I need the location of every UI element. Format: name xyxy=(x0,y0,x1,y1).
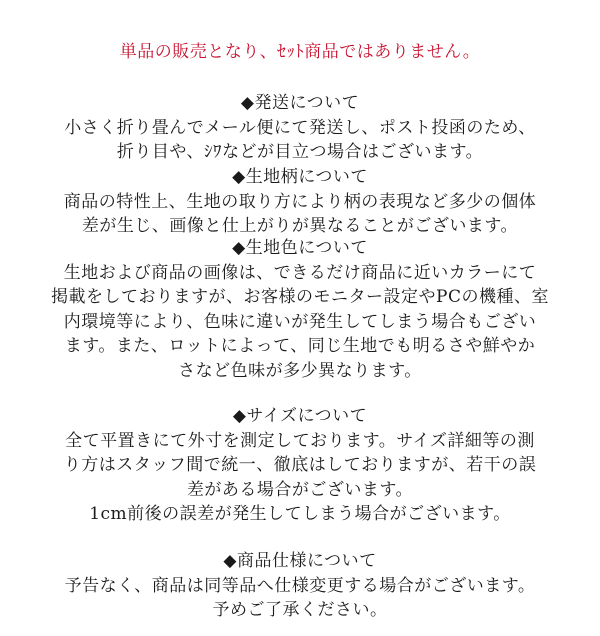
fabric-pattern-text-line: 差が生じ、画像と仕上がりが異なることがございます。 xyxy=(81,216,519,236)
fabric-color-text-line: 内環境等により、色味に違いが発生してしまう場合もござい xyxy=(63,311,537,332)
size-section xyxy=(20,404,580,527)
fabric-pattern-heading: ◆生地柄について xyxy=(232,167,368,187)
fabric-color-text-line: さなど色味が多少異なります。 xyxy=(178,360,422,381)
fabric-color-text-line: 掲載をしておりますが、お客様のモニター設定やPCの機種、室 xyxy=(51,287,549,307)
product-spec-text-line: 予めご了承ください。 xyxy=(212,600,388,620)
shipping-section xyxy=(20,91,580,165)
fabric-pattern-text-line: 商品の特性上、生地の取り方により柄の表現など多少の個体 xyxy=(63,191,537,212)
fabric-pattern-section xyxy=(20,165,580,239)
size-heading: ◆サイズについて xyxy=(232,406,368,426)
shipping-heading: ◆発送について xyxy=(240,93,360,113)
size-text-line: り方はスタッフ間で統一、徹底はしておりますが、若干の誤 xyxy=(63,455,537,475)
shipping-text-line: 折り目や、ｼﾜなどが目立つ場合はございます。 xyxy=(116,142,484,162)
product-spec-section xyxy=(20,549,580,623)
single-item-notice: 単品の販売となり、ｾｯﾄ商品ではありません。 xyxy=(119,42,481,62)
fabric-color-section xyxy=(20,236,580,383)
fabric-color-text-line: 生地および商品の画像は、できるだけ商品に近いカラーにて xyxy=(63,262,537,283)
fabric-color-text-line: ます。また、ロットによって、同じ生地でも明るさや鮮やか xyxy=(64,336,536,356)
fabric-color-heading: ◆生地色について xyxy=(232,238,368,258)
product-spec-text-line: 予告なく、商品は同等品へ仕様変更する場合がございます。 xyxy=(64,575,536,596)
size-text-line: 1cm前後の誤差が発生してしまう場合がございます。 xyxy=(89,504,511,524)
shipping-text-line: 小さく折り畳んでメール便にて発送し、ポスト投函のため、 xyxy=(64,117,536,138)
size-text-line: 差がある場合がございます。 xyxy=(186,479,414,500)
size-text-line: 全て平置きにて外寸を測定しております。サイズ詳細等の測 xyxy=(65,430,535,451)
product-spec-heading: ◆商品仕様について xyxy=(223,551,377,571)
